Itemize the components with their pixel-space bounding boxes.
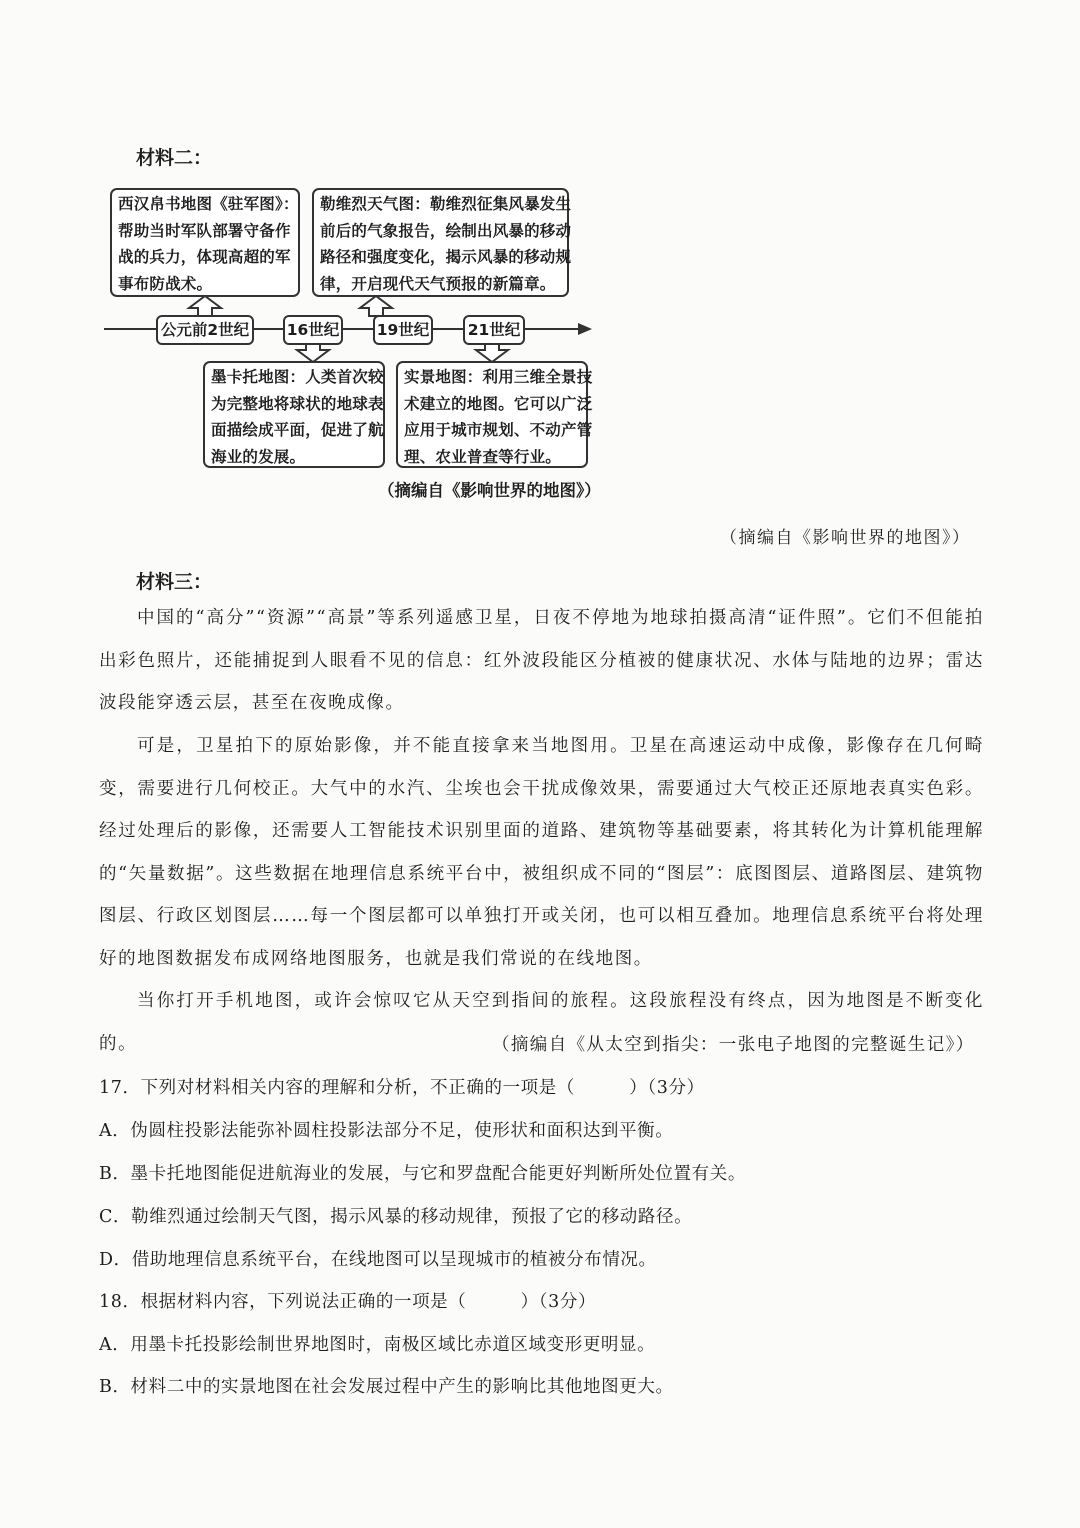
question-17-stem: 17．下列对材料相关内容的理解和分析，不正确的一项是（ ）（3分） (99, 1078, 705, 1098)
node-16th-century: 16世纪 (283, 315, 343, 345)
box-line: 律，开启现代天气预报的新篇章。 (320, 274, 556, 293)
figure-citation: （摘编自《影响世界的地图》） (378, 481, 601, 500)
box-mercator-map (203, 361, 385, 468)
box-xihan-map (110, 188, 300, 297)
node-19th-century: 19世纪 (373, 315, 433, 345)
material2-heading: 材料二： (136, 147, 213, 169)
timeline-arrowhead (578, 323, 592, 335)
material3-paragraph-3: 当你打开手机地图，或许会惊叹它从天空到指间的旅程。这段旅程没有终点，因为地图是不断变化的。 (99, 991, 984, 1054)
question-17-option-c: C．勒维烈通过绘制天气图，揭示风暴的移动规律，预报了它的移动路径。 (99, 1207, 693, 1227)
up-arrow-leweilie (360, 296, 392, 316)
box-line: 应用于城市规划、不动产管 (404, 421, 593, 439)
box-line: 为完整地将球状的地球表 (211, 394, 384, 413)
material3-paragraph-1: 中国的“高分”“资源”“高景”等系列遥感卫星，日夜不停地为地球拍摄高清“证件照”。它们不但能拍出彩色照片，还能捕捉到人眼看不见的信息：红外波段能区分植被的健康状况、水体与陆地的边界；雷达波段能穿透云层，甚至在夜晚成像。 (99, 608, 984, 713)
box-line: 实景地图：利用三维全景技 (404, 368, 593, 386)
box-line: 西汉帛书地图《驻军图》： (118, 195, 299, 213)
question-18-option-b: B．材料二中的实景地图在社会发展过程中产生的影响比其他地图更大。 (99, 1377, 674, 1397)
box-line: 面描绘成平面，促进了航 (211, 421, 384, 439)
box-leweilie-map (312, 188, 572, 297)
up-arrow-xihan (189, 296, 221, 316)
box-line: 战的兵力，体现高超的军 (118, 248, 291, 266)
box-line: 勒维烈天气图：勒维烈征集风暴发生 (320, 195, 572, 213)
down-arrow-shijing (476, 343, 508, 362)
question-17-option-d: D．借助地理信息系统平台，在线地图可以呈现城市的植被分布情况。 (99, 1250, 657, 1270)
material2-citation: （摘编自《影响世界的地图》） (720, 528, 971, 548)
node-21st-century: 21世纪 (463, 315, 525, 345)
box-line: 术建立的地图。它可以广泛 (404, 394, 593, 413)
question-18-option-a: A．用墨卡托投影绘制世界地图时，南极区域比赤道区域变形更明显。 (99, 1335, 656, 1355)
box-shijing-map (396, 361, 593, 468)
question-17-option-a: A．伪圆柱投影法能弥补圆柱投影法部分不足，使形状和面积达到平衡。 (99, 1121, 674, 1141)
material3-heading: 材料三： (136, 571, 213, 593)
down-arrow-mercator (297, 343, 329, 362)
box-line: 路径和强度变化，揭示风暴的移动规 (320, 248, 572, 266)
box-line: 理、农业普查等行业。 (404, 447, 562, 466)
node-2nd-century-bc: 公元前2世纪 (156, 315, 254, 345)
box-line: 事布防战术。 (118, 274, 213, 293)
material3-citation: （摘编自《从太空到指尖：一张电子地图的完整诞生记》） (492, 1035, 975, 1055)
box-line: 海业的发展。 (211, 447, 306, 466)
box-line: 墨卡托地图：人类首次较 (211, 368, 384, 386)
box-line: 前后的气象报告，绘制出风暴的移动 (320, 221, 572, 240)
question-18-stem: 18．根据材料内容，下列说法正确的一项是（ ）（3分） (99, 1292, 597, 1312)
material3-paragraph-2: 可是，卫星拍下的原始影像，并不能直接拿来当地图用。卫星在高速运动中成像，影像存在几何畸变，需要进行几何校正。大气中的水汽、尘埃也会干扰成像效果，需要通过大气校正还原地表真实色彩。经过处理后的影像，还需要人工智能技术识别里面的道路、建筑物等基础要素，将其转化为计算机能理解的“矢量数据”。这些数据在地理信息系统平台中，被组织成不同的“图层”：底图图层、道路图层、建筑物图层、行政区划图层……每一个图层都可以单独打开或关闭，也可以相互叠加。地理信息系统平台将处理好的地图数据发布成网络地图服务，也就是我们常说的在线地图。 (99, 736, 984, 969)
box-line: 帮助当时军队部署守备作 (118, 221, 291, 240)
question-17-option-b: B．墨卡托地图能促进航海业的发展，与它和罗盘配合能更好判断所处位置有关。 (99, 1164, 746, 1184)
